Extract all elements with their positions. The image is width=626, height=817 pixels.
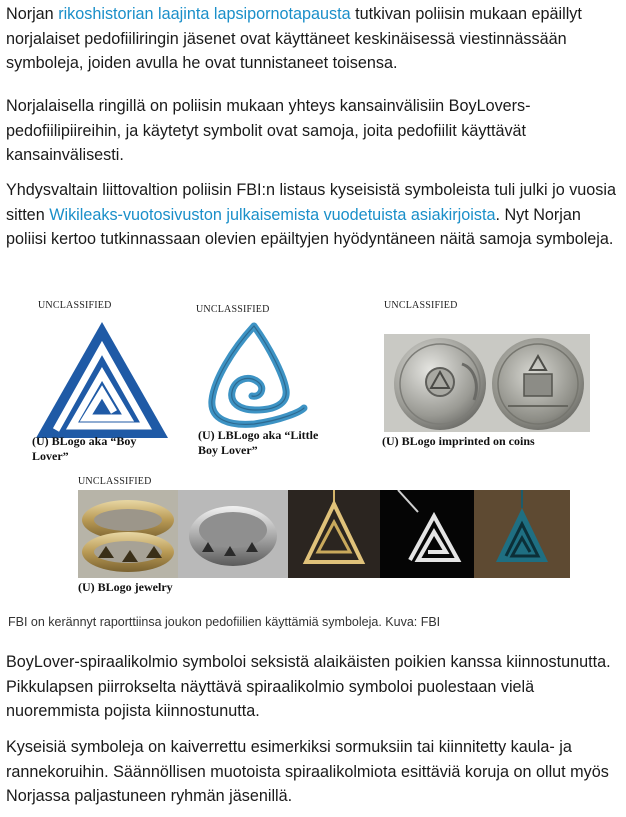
jewelry-image [78, 490, 570, 578]
caption-line: Boy Lover” [198, 443, 258, 457]
fbi-symbols-figure [6, 290, 618, 610]
caption-line: Lover” [32, 449, 69, 463]
paragraph-2: Norjalaisella ringillä on poliisin mukaan yhteys kansainvälisiin BoyLovers-pedofiilipiireihin, ja käytetyt symbolit ovat samoja, joita pedofiilit käyttävät kansainvälisesti. [6, 97, 531, 164]
unclassified-label: UNCLASSIFIED [38, 300, 112, 311]
coins-photo [384, 334, 590, 432]
figure-caption-coins: (U) BLogo imprinted on coins [382, 434, 535, 448]
paragraph-3 [6, 178, 618, 252]
paragraph-text: Yhdysvaltain liittovaltion poliisin FBI:n listaus kyseisistä symboleista tuli julki jo vuosia sitten [6, 181, 616, 224]
jewelry-photo-strip [78, 490, 570, 578]
figure-caption-blogo [32, 434, 136, 464]
paragraph-5: Kyseisiä symboleja on kaiverrettu esimerkiksi sormuksiin tai kiinnitetty kaula- ja rannekoruihin. Säännöllisen muotoista spiraalikolmiota esittäviä koruja on ollut myös Norjassa paljastuneen ryhmän jäsenillä. [6, 738, 609, 805]
unclassified-label: UNCLASSIFIED [384, 300, 458, 311]
unclassified-label: UNCLASSIFIED [196, 304, 270, 315]
caption-line: (U) BLogo aka “Boy [32, 434, 137, 448]
little-boylover-spiral-logo [196, 320, 316, 430]
figure-caption-jewelry: (U) BLogo jewelry [78, 580, 173, 594]
paragraph-4: BoyLover-spiraalikolmio symboloi seksistä alaikäisten poikien kanssa kiinnostunutta. Pikkulapsen piirrokselta näyttävä spiraalikolmio symboloi puolestaan vielä nuoremmista pojista kiinnostunutta. [6, 653, 611, 720]
unclassified-label: UNCLASSIFIED [78, 476, 152, 487]
caption-line: (U) LBLogo aka “Little [198, 428, 319, 442]
paragraph-1 [6, 2, 618, 76]
coins-image [384, 334, 590, 432]
paragraph-text: . Nyt Norjan poliisi kertoo tutkinnassaan olevien epäiltyjen hyödyntäneen näitä samoja symboleja. [6, 205, 614, 248]
figure-caption-lblogo [198, 428, 318, 458]
image-caption: FBI on kerännyt raporttiinsa joukon pedofiilien käyttämiä symboleja. Kuva: FBI [8, 615, 441, 629]
paragraph-text: Norjan [6, 5, 59, 23]
paragraph-text: tutkivan poliisin mukaan epäillyt norjalaiset pedofiiliringin jäsenet ovat käyttäneet keskinäisessä viestinnässään symboleja, joiden avulla he ovat tunnistaneet toisensa. [6, 5, 582, 72]
article-link-child-abuse-case[interactable]: rikoshistorian laajinta lapsipornotapausta [58, 5, 351, 23]
boylover-spiral-triangle-logo [32, 318, 172, 442]
article-link-wikileaks[interactable]: Wikileaks-vuotosivuston julkaisemista vuodetuista asiakirjoista [49, 205, 496, 224]
